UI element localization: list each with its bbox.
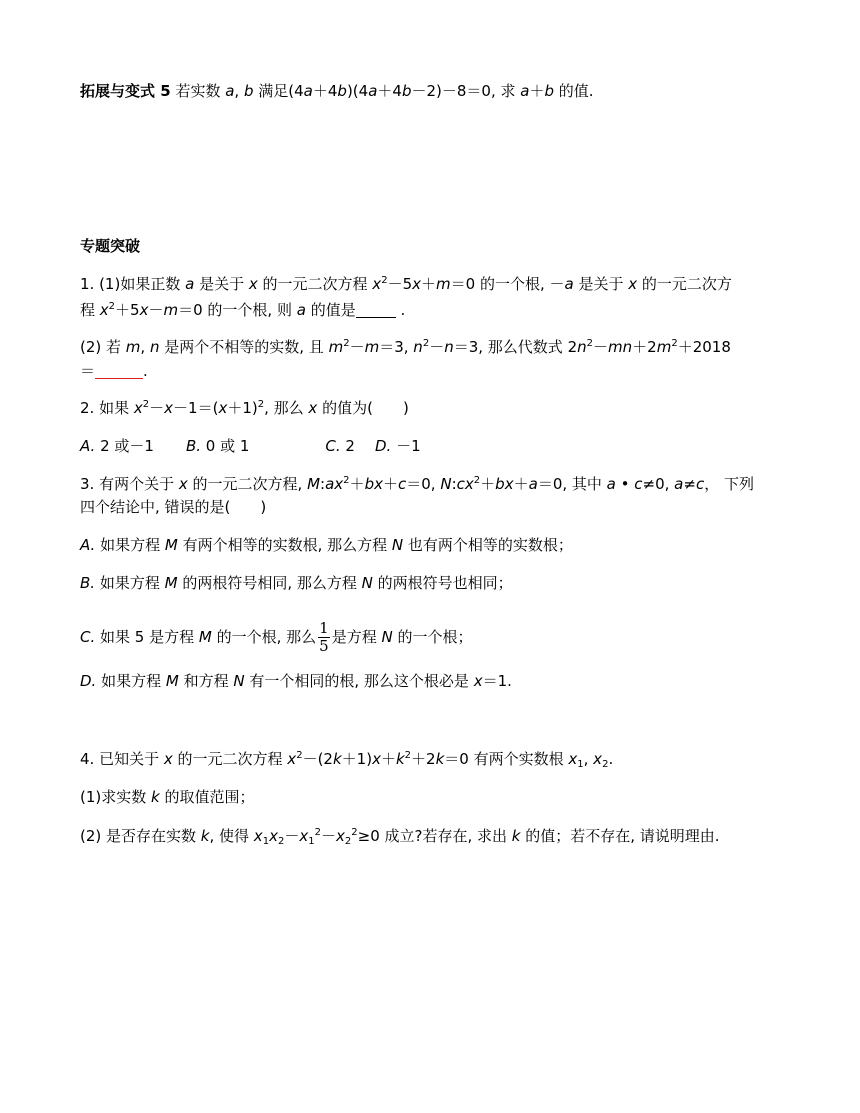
extension-problem-5 (80, 81, 594, 101)
text-run: －1＝( (173, 399, 219, 417)
text-run: a (303, 82, 313, 100)
text-run: －5 (387, 275, 413, 293)
text-run: 的一个根； (392, 628, 473, 646)
text-run: ) (402, 399, 409, 417)
text-run: 有一个相同的根, 那么这个根必是 (244, 672, 474, 690)
text-run: , 那么 (264, 399, 309, 417)
text-run: c (398, 475, 407, 493)
text-run: ) (260, 498, 267, 516)
text-run: 的值为( (317, 399, 373, 417)
text-run: a (564, 275, 574, 293)
text-run: a (185, 275, 195, 293)
text-run: 2 (257, 399, 265, 410)
text-run: 如果方程 (96, 672, 166, 690)
text-run: : (320, 475, 326, 493)
text-run: M (198, 628, 212, 646)
text-run: 是方程 (331, 628, 382, 646)
text-run: B. (80, 574, 96, 592)
text-run: x (99, 301, 109, 319)
text-run: a (528, 475, 538, 493)
text-run: (2) 若 (80, 338, 126, 356)
text-run: 2 (344, 836, 352, 847)
text-run: ＝0 有两个实数根 (444, 750, 569, 768)
text-run: 和方程 (178, 672, 234, 690)
option-c[interactable] (325, 437, 355, 455)
text-run: N (391, 536, 404, 554)
text-run: , (234, 82, 244, 100)
text-run: 有两个相等的实数根, 那么方程 (177, 536, 392, 554)
text-run: a (325, 475, 335, 493)
question-2-options (80, 436, 421, 456)
text-run: x (248, 275, 258, 293)
text-run: M (307, 475, 321, 493)
text-run: 2 (351, 827, 358, 838)
text-run: x (374, 475, 383, 493)
text-run: －2)－8＝0, 求 (411, 82, 521, 100)
text-run: ， 下列 (704, 475, 754, 493)
text-run: ＋ (529, 82, 545, 100)
question-2-stem (80, 398, 409, 418)
text-run: k (332, 750, 342, 768)
text-run: x (133, 399, 143, 417)
question-4-part-1 (80, 787, 255, 807)
text-run: － (149, 399, 165, 417)
question-3-option-b[interactable] (80, 573, 513, 593)
question-1-part-1-line-1 (80, 274, 732, 294)
text-run: 2 (343, 338, 350, 349)
text-run: , (140, 338, 150, 356)
question-3-stem-line-1 (80, 474, 754, 494)
text-run: a (296, 301, 306, 319)
text-run: ＋ (421, 275, 437, 293)
extension-label: 拓展与变式 5 (80, 82, 171, 100)
text-run: a (225, 82, 235, 100)
text-run: n (413, 338, 423, 356)
text-run: m (608, 338, 623, 356)
text-run: －1 (391, 437, 421, 455)
text-run: C. (80, 628, 96, 646)
text-run: 的一元二次方程 (172, 750, 288, 768)
text-run: 2 (473, 475, 481, 486)
text-run: ＋5 (115, 301, 140, 319)
text-run: x (253, 827, 263, 845)
text-run: ＋2 (632, 338, 657, 356)
text-run: － (284, 827, 300, 845)
text-run: 的一元二次方 (637, 275, 732, 293)
question-3-option-a[interactable] (80, 535, 573, 555)
text-run: x (164, 399, 174, 417)
text-run: x (308, 399, 318, 417)
text-run: 的取值范围； (159, 788, 255, 806)
text-run: a (368, 82, 378, 100)
text-run: 的值；若不存在, 请说明理由. (520, 827, 720, 845)
text-run: N (381, 628, 393, 646)
text-run: D. (374, 437, 392, 455)
text-run: c (456, 475, 465, 493)
text-run: 的一个根, 那么 (211, 628, 317, 646)
text-run: ＋1) (341, 750, 373, 768)
text-run: 的一元二次方程, (187, 475, 308, 493)
text-run: m (656, 338, 672, 356)
text-run: ＋ (480, 475, 496, 493)
text-run: a (520, 82, 530, 100)
text-run: 2 (314, 827, 321, 838)
text-run: 3. 有两个关于 (80, 475, 179, 493)
text-run: c (634, 475, 643, 493)
text-run: 5 (319, 637, 329, 655)
text-run: －(2 (302, 750, 333, 768)
text-run: － (593, 338, 609, 356)
text-run: 2 (142, 399, 150, 410)
text-run: . (608, 750, 614, 768)
question-1-part-2-line-2 (80, 361, 148, 381)
text-run: x (287, 750, 297, 768)
text-run: 2 (404, 750, 412, 761)
text-run: x (336, 827, 345, 845)
text-run: ＝3, 那么代数式 2 (453, 338, 578, 356)
question-3-option-d[interactable] (80, 671, 512, 691)
text-run: 的两根符号相同, 那么方程 (177, 574, 362, 592)
text-run: M (164, 574, 178, 592)
answer-blank[interactable] (356, 303, 396, 318)
text-run: － (148, 301, 164, 319)
text-run: 满足(4 (253, 82, 304, 100)
text-run: , 使得 (209, 827, 254, 845)
text-run: － (429, 338, 445, 356)
text-run: ＋4 (377, 82, 402, 100)
text-run: 的一元二次方程 (257, 275, 373, 293)
text-run: 2 或－1 (95, 437, 154, 455)
text-run: 2 (586, 338, 594, 349)
text-run: b (337, 82, 347, 100)
text-run: x (178, 475, 188, 493)
text-run: a (606, 475, 616, 493)
text-run: N (361, 574, 373, 592)
text-run: 2. 如果 (80, 399, 134, 417)
text-run: M (164, 536, 178, 554)
text-run: x (269, 827, 278, 845)
text-run: )(4 (346, 82, 369, 100)
text-run: m (328, 338, 344, 356)
question-1-part-1-line-2 (80, 300, 405, 320)
text-run: x (628, 275, 638, 293)
text-run: k (395, 750, 405, 768)
text-run: x (163, 750, 173, 768)
text-run: k (200, 827, 210, 845)
text-run: n (577, 338, 587, 356)
text-run: 2 (108, 301, 116, 312)
text-run: . (395, 301, 406, 319)
option-b[interactable] (186, 437, 249, 455)
text-run: x (218, 399, 228, 417)
text-run: n (149, 338, 160, 356)
text-run: b (495, 475, 505, 493)
text-run: ＝0, (406, 475, 441, 493)
text-run: , (583, 750, 594, 768)
text-run: ＋1) (227, 399, 258, 417)
text-run: 也有两个相等的实数根； (403, 536, 573, 554)
text-run: 2 (343, 475, 350, 486)
text-run: N (440, 475, 452, 493)
text-run: ＝1. (482, 672, 512, 690)
text-run: 四个结论中, 错误的是( (80, 498, 231, 516)
text-run: b (243, 82, 254, 100)
text-run: b (364, 475, 375, 493)
text-run: A. (80, 536, 96, 554)
text-run: 2 (422, 338, 430, 349)
text-run: • (615, 475, 635, 493)
text-run: ＝3, (379, 338, 414, 356)
question-4-part-2 (80, 826, 720, 846)
text-run: a (674, 475, 684, 493)
text-run: x (473, 672, 483, 690)
text-run: ＋ (349, 475, 365, 493)
text-run: 2 (340, 437, 355, 455)
text-run: x (372, 750, 381, 768)
text-run: b (544, 82, 555, 100)
text-run: 如果方程 (95, 574, 165, 592)
text-run: ＋ (380, 750, 396, 768)
text-run: ＝0 的一个根, － (450, 275, 565, 293)
text-run: 1 (319, 619, 329, 637)
text-run: N (233, 672, 245, 690)
text-run: 程 (80, 301, 100, 319)
text-run: m (163, 301, 179, 319)
text-run: 2 (671, 338, 678, 349)
text-run: 1 (577, 759, 584, 770)
text-run: m (364, 338, 380, 356)
text-run: D. (80, 672, 97, 690)
text-run: 1. (1)如果正数 (80, 275, 186, 293)
text-run: 如果方程 (95, 536, 165, 554)
text-run: 是关于 (573, 275, 629, 293)
text-run: ＝0, 其中 (537, 475, 607, 493)
text-run: m (125, 338, 141, 356)
text-run: x (593, 750, 603, 768)
text-run: k (151, 788, 160, 806)
text-run: － (320, 827, 336, 845)
text-run: 如果 5 是方程 (95, 628, 199, 646)
text-run: m (436, 275, 451, 293)
text-run: (1)求实数 (80, 788, 152, 806)
answer-blank[interactable] (95, 364, 143, 379)
text-run: ≠ (683, 475, 696, 493)
text-run: ＋ (513, 475, 529, 493)
text-run: 的值. (554, 82, 594, 100)
question-4-stem (80, 749, 613, 769)
text-run: ≥0 成立?若存在, 求出 (357, 827, 512, 845)
text-run: 1 (308, 836, 315, 847)
text-run: x (334, 475, 344, 493)
question-1-part-2-line-1 (80, 337, 731, 357)
text-run: . (143, 362, 148, 380)
text-run: c (695, 475, 705, 493)
question-3-option-c[interactable] (80, 620, 472, 655)
text-run: x (412, 275, 421, 293)
text-run: 1 (262, 836, 270, 847)
text-run: 2 (381, 275, 388, 286)
text-run: x (464, 475, 474, 493)
text-run: M (165, 672, 179, 690)
text-run: x (504, 475, 514, 493)
text-run: : (451, 475, 457, 493)
text-run: k (435, 750, 445, 768)
text-run: 2 (277, 836, 285, 847)
option-d[interactable] (375, 437, 421, 455)
text-run: x (568, 750, 578, 768)
text-run: － (349, 338, 365, 356)
text-run: 2 (602, 759, 609, 770)
text-run: A. (80, 437, 96, 455)
text-run: ＋2018 (677, 338, 731, 356)
text-run: C. (325, 437, 341, 455)
text-run: 的两根符号也相同； (372, 574, 513, 592)
question-3-stem-line-2 (80, 497, 266, 517)
text-run: ＋ (382, 475, 398, 493)
text-run: 若实数 (170, 82, 226, 100)
text-run: n (622, 338, 633, 356)
text-run: ≠0, (642, 475, 675, 493)
text-run: 的值是 (305, 301, 356, 319)
text-run: 2 (296, 750, 303, 761)
text-run: 是两个不相等的实数, 且 (159, 338, 329, 356)
text-run: 是关于 (194, 275, 249, 293)
text-run: b (401, 82, 412, 100)
text-run: n (444, 338, 454, 356)
text-run: x (299, 827, 309, 845)
text-run: B. (185, 437, 201, 455)
fraction-one-fifth (318, 620, 330, 655)
text-run: ＋2 (411, 750, 436, 768)
section-title: 专题突破 (80, 237, 141, 255)
text-run: ＝ (80, 362, 96, 380)
text-run: 4. 已知关于 (80, 750, 164, 768)
text-run: x (139, 301, 149, 319)
text-run: ＝0 的一个根, 则 (178, 301, 297, 319)
text-run: (2) 是否存在实数 (80, 827, 201, 845)
text-run: 0 或 1 (201, 437, 250, 455)
text-run: x (372, 275, 382, 293)
text-run: ＋4 (312, 82, 338, 100)
option-a[interactable] (80, 437, 154, 455)
text-run: k (511, 827, 521, 845)
